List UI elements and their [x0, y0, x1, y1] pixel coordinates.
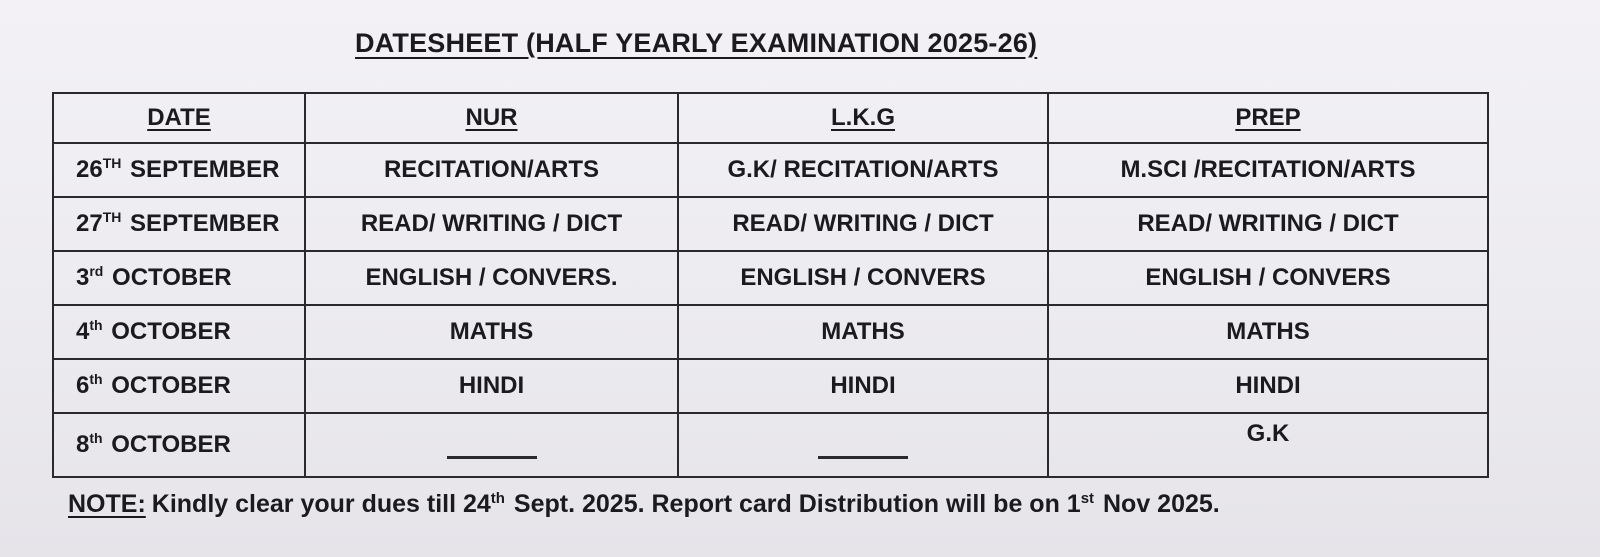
header-lkg: L.K.G: [678, 93, 1048, 143]
table-row: [53, 143, 1488, 197]
nur-cell: READ/ WRITING / DICT: [305, 197, 678, 251]
table-row: [53, 359, 1488, 413]
page-title: DATESHEET (HALF YEARLY EXAMINATION 2025-26): [355, 28, 1038, 58]
table-row: [53, 251, 1488, 305]
date-day: 6: [76, 372, 90, 399]
lkg-cell: HINDI: [678, 359, 1048, 413]
date-day: 26: [76, 156, 103, 183]
nur-cell: [305, 413, 678, 477]
header-nur: NUR: [305, 93, 678, 143]
lkg-cell: G.K/ RECITATION/ARTS: [678, 143, 1048, 197]
date-suffix: th: [89, 371, 103, 387]
date-day: 4: [76, 318, 90, 345]
date-month: SEPTEMBER: [130, 210, 280, 237]
date-month: SEPTEMBER: [130, 156, 280, 183]
date-day: 3: [76, 264, 90, 291]
note-text-2: Sept. 2025. Report card Distribution will be on 1: [513, 490, 1081, 518]
date-cell: [53, 413, 305, 477]
footer-note: [68, 490, 1220, 519]
date-suffix: TH: [102, 155, 122, 171]
note-sup-2: st: [1080, 489, 1095, 507]
nur-cell: HINDI: [305, 359, 678, 413]
nur-cell: RECITATION/ARTS: [305, 143, 678, 197]
date-month: OCTOBER: [112, 264, 232, 291]
date-day: 8: [76, 431, 90, 458]
header-row: [53, 93, 1488, 143]
date-month: OCTOBER: [111, 431, 231, 458]
date-suffix: th: [89, 430, 103, 446]
datesheet-table: [52, 92, 1489, 478]
table-row: [53, 413, 1488, 477]
note-text-3: Nov 2025.: [1103, 490, 1220, 518]
blank-line: [447, 442, 537, 459]
nur-cell: ENGLISH / CONVERS.: [305, 251, 678, 305]
lkg-cell: READ/ WRITING / DICT: [678, 197, 1048, 251]
date-cell: [53, 143, 305, 197]
note-text-1: Kindly clear your dues till 24: [151, 490, 491, 518]
date-month: OCTOBER: [111, 318, 231, 345]
prep-cell: G.K: [1048, 413, 1488, 477]
prep-cell: MATHS: [1048, 305, 1488, 359]
date-suffix: th: [89, 317, 103, 333]
date-cell: [53, 197, 305, 251]
table-row: [53, 305, 1488, 359]
date-cell: [53, 359, 305, 413]
table-row: [53, 197, 1488, 251]
date-cell: [53, 305, 305, 359]
date-day: 27: [76, 210, 103, 237]
prep-cell: READ/ WRITING / DICT: [1048, 197, 1488, 251]
prep-cell: M.SCI /RECITATION/ARTS: [1048, 143, 1488, 197]
date-suffix: rd: [89, 263, 104, 279]
date-month: OCTOBER: [111, 372, 231, 399]
lkg-cell: ENGLISH / CONVERS: [678, 251, 1048, 305]
note-label: NOTE:: [68, 490, 146, 518]
blank-line: [818, 442, 908, 459]
date-suffix: TH: [102, 209, 122, 225]
note-sup-1: th: [490, 489, 505, 507]
header-prep: PREP: [1048, 93, 1488, 143]
lkg-cell: [678, 413, 1048, 477]
lkg-cell: MATHS: [678, 305, 1048, 359]
nur-cell: MATHS: [305, 305, 678, 359]
prep-cell: HINDI: [1048, 359, 1488, 413]
header-date: DATE: [53, 93, 305, 143]
prep-cell: ENGLISH / CONVERS: [1048, 251, 1488, 305]
date-cell: [53, 251, 305, 305]
